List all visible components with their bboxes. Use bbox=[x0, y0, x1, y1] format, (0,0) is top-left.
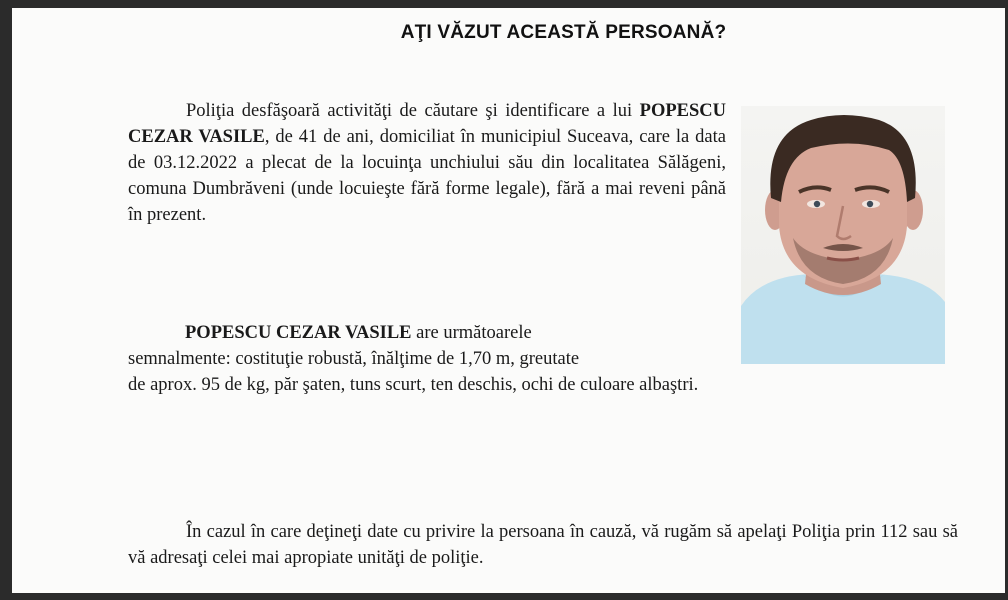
missing-person-notice bbox=[12, 8, 1005, 593]
contact-instructions: În cazul în care deţineţi date cu privire la persoana în cauză, vă rugăm să apelaţi Poliţia prin 112 sau să vă adresaţi celei mai apropiate unităţi de poliţie. bbox=[128, 522, 958, 568]
paragraph1-intro: Poliţia desfăşoară activităţi de căutare şi identificare a lui bbox=[186, 101, 640, 121]
person-name: POPESCU CEZAR VASILE bbox=[128, 101, 726, 147]
paragraph-disappearance bbox=[128, 98, 726, 228]
description-intro: are următoarele bbox=[411, 323, 532, 343]
person-photo bbox=[741, 106, 945, 364]
person-name-2: POPESCU CEZAR VASILE bbox=[185, 323, 412, 343]
description-line-3: de aprox. 95 de kg, păr şaten, tuns scurt, ten deschis, ochi de culoare albaştri. bbox=[128, 375, 699, 395]
portrait-image bbox=[741, 106, 945, 364]
paragraph1-details: , de 41 de ani, domiciliat în municipiul Suceava, care la data de 03.12.2022 a plecat de la locuinţa unchiului său din localitatea Sălăgeni, comuna Dumbrăveni (unde locuieşte fără forme legale), fără a mai reveni până în prezent. bbox=[128, 127, 726, 225]
description-line-2: semnalmente: costituţie robustă, înălţime de 1,70 m, greutate bbox=[128, 349, 580, 369]
description-line-1 bbox=[185, 320, 745, 346]
notice-title: AŢI VĂZUT ACEASTĂ PERSOANĂ? bbox=[400, 22, 727, 43]
